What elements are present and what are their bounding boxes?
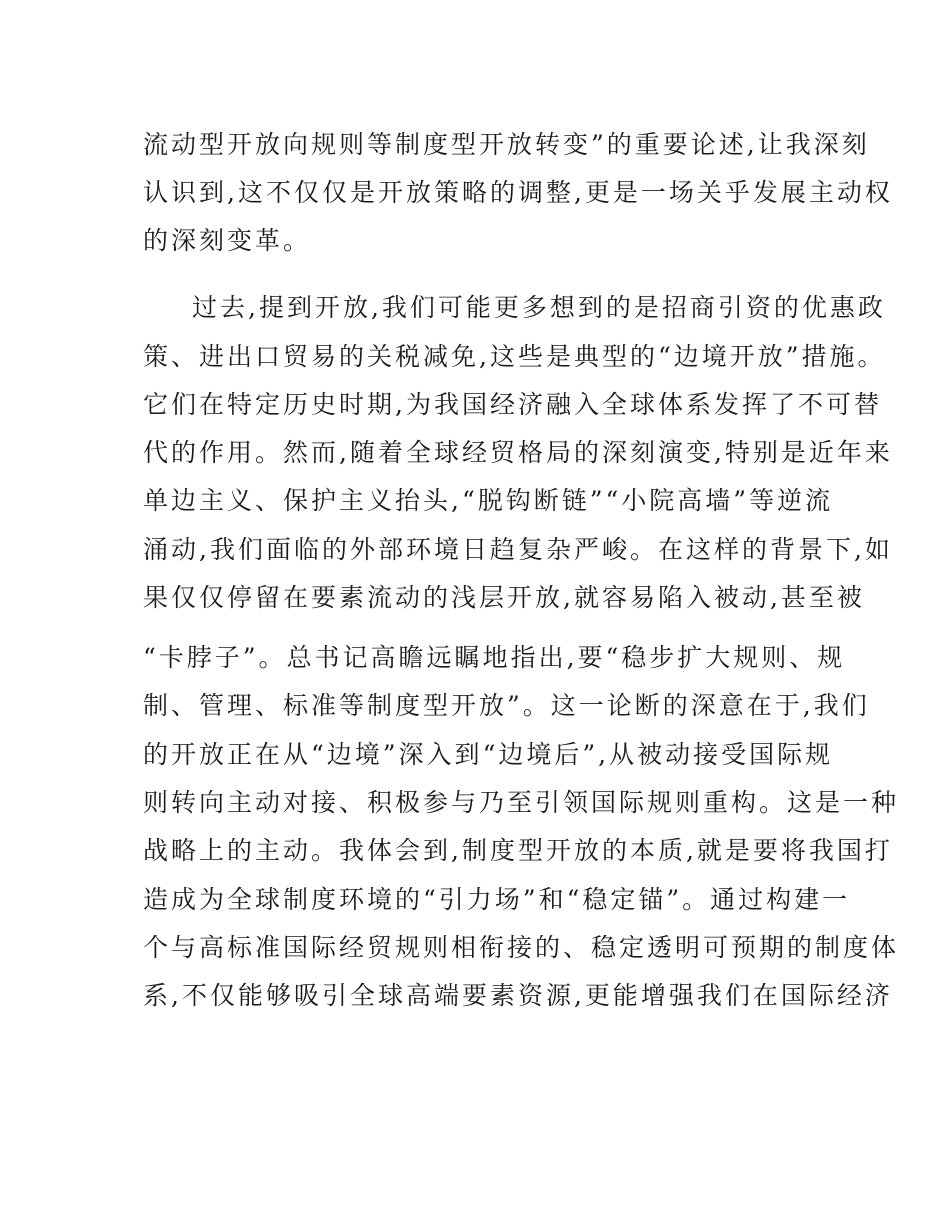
text-line: 过去,提到开放,我们可能更多想到的是招商引资的优惠政 <box>192 293 886 322</box>
text-line: 的深刻变革。 <box>143 226 312 255</box>
text-line: 单边主义、保护主义抬头,“脱钩断链”“小院高墙”等逆流 <box>143 486 834 515</box>
text-line: 涌动,我们面临的外部环境日趋复杂严峻。在这样的背景下,如 <box>143 535 893 564</box>
text-line: 它们在特定历史时期,为我国经济融入全球体系发挥了不可替 <box>143 390 882 419</box>
text-line: 则转向主动对接、积极参与乃至引领国际规则重构。这是一种 <box>143 788 900 817</box>
text-line: 策、进出口贸易的关税减免,这些是典型的“边境开放”措施。 <box>143 342 886 371</box>
text-line: 流动型开放向规则等制度型开放转变”的重要论述,让我深刻 <box>143 130 870 159</box>
text-line: 战略上的主动。我体会到,制度型开放的本质,就是要将我国打 <box>143 836 893 865</box>
text-line: 认识到,这不仅仅是开放策略的调整,更是一场关乎发展主动权 <box>143 178 893 207</box>
text-line: 代的作用。然而,随着全球经贸格局的深刻演变,特别是近年来 <box>143 438 893 467</box>
text-line: “卡脖子”。总书记高瞻远瞩地指出,要“稳步扩大规则、规 <box>143 643 846 672</box>
text-line: 果仅仅停留在要素流动的浅层开放,就容易陷入被动,甚至被 <box>143 583 865 612</box>
text-line: 的开放正在从“边境”深入到“边境后”,从被动接受国际规 <box>143 740 834 769</box>
text-line: 系,不仅能够吸引全球高端要素资源,更能增强我们在国际经济 <box>143 981 893 1010</box>
text-line: 造成为全球制度环境的“引力场”和“稳定锚”。通过构建一 <box>143 885 851 914</box>
text-line: 个与高标准国际经贸规则相衔接的、稳定透明可预期的制度体 <box>143 933 900 962</box>
text-line: 制、管理、标准等制度型开放”。这一论断的深意在于,我们 <box>143 691 870 720</box>
